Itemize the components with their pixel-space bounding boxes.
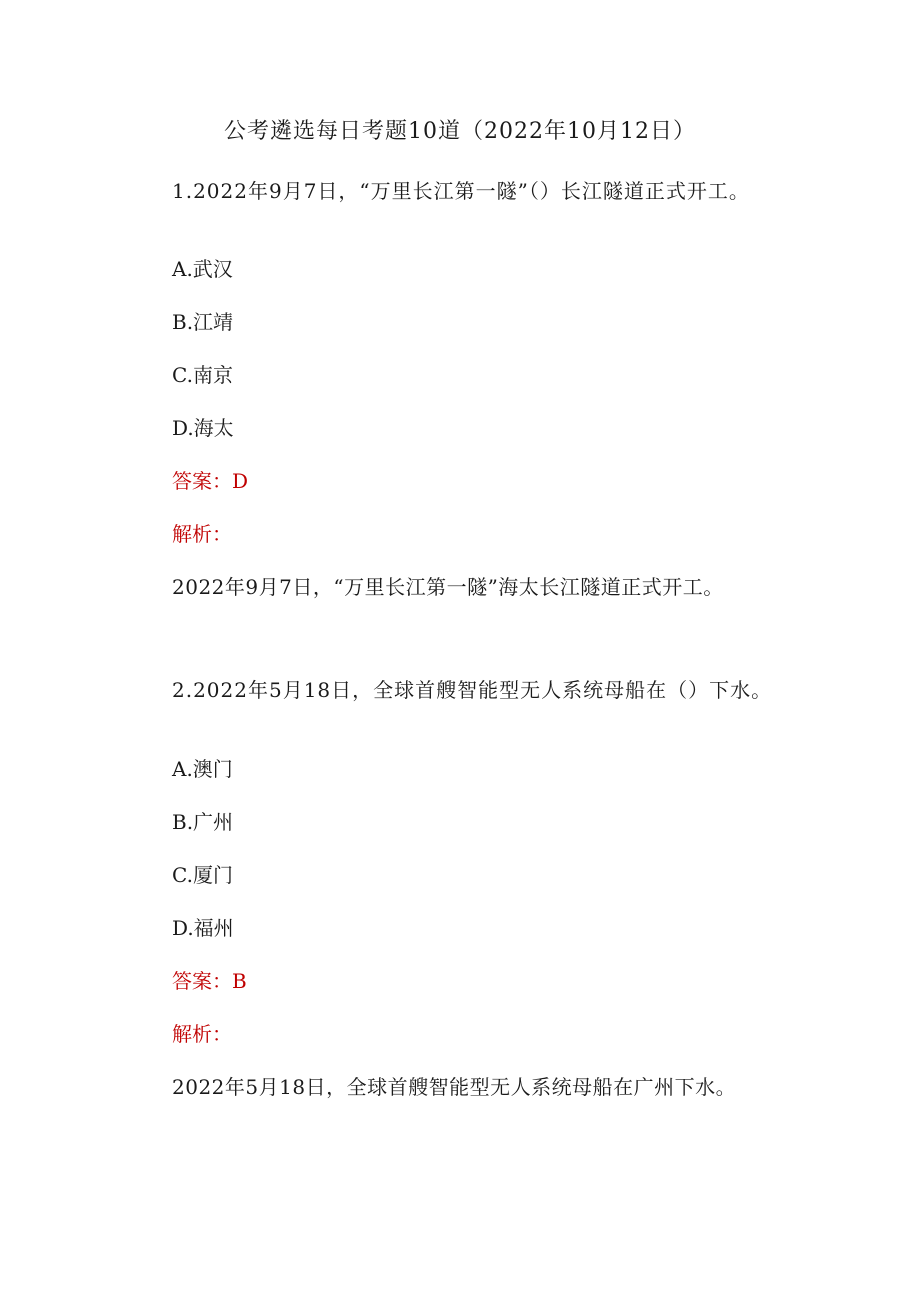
question-2-analysis: 2022年5月18日，全球首艘智能型无人系统母船在广州下水。 (172, 1075, 737, 1099)
question-1-stem: 1.2022年9月7日，“万里长江第一隧”（）长江隧道正式开工。 (172, 179, 750, 203)
question-1-option-a: A.武汉 (172, 257, 233, 281)
question-1-analysis-label: 解析： (172, 522, 232, 546)
question-2-option-d: D.福州 (172, 916, 234, 940)
question-1-option-b: B.江靖 (172, 310, 234, 334)
document-title: 公考遴选每日考题10道（2022年10月12日） (224, 119, 696, 144)
question-2-option-a: A.澳门 (172, 757, 233, 781)
question-2-option-b: B.广州 (172, 810, 234, 834)
question-2-option-c: C.厦门 (172, 863, 233, 887)
question-1-analysis: 2022年9月7日，“万里长江第一隧”海太长江隧道正式开工。 (172, 575, 724, 599)
question-1-option-c: C.南京 (172, 363, 233, 387)
question-1-answer: 答案：D (172, 469, 249, 493)
question-2-answer: 答案：B (172, 969, 247, 993)
question-2-stem: 2.2022年5月18日，全球首艘智能型无人系统母船在（）下水。 (172, 678, 773, 702)
question-2-analysis-label: 解析： (172, 1022, 232, 1046)
question-1-option-d: D.海太 (172, 416, 234, 440)
